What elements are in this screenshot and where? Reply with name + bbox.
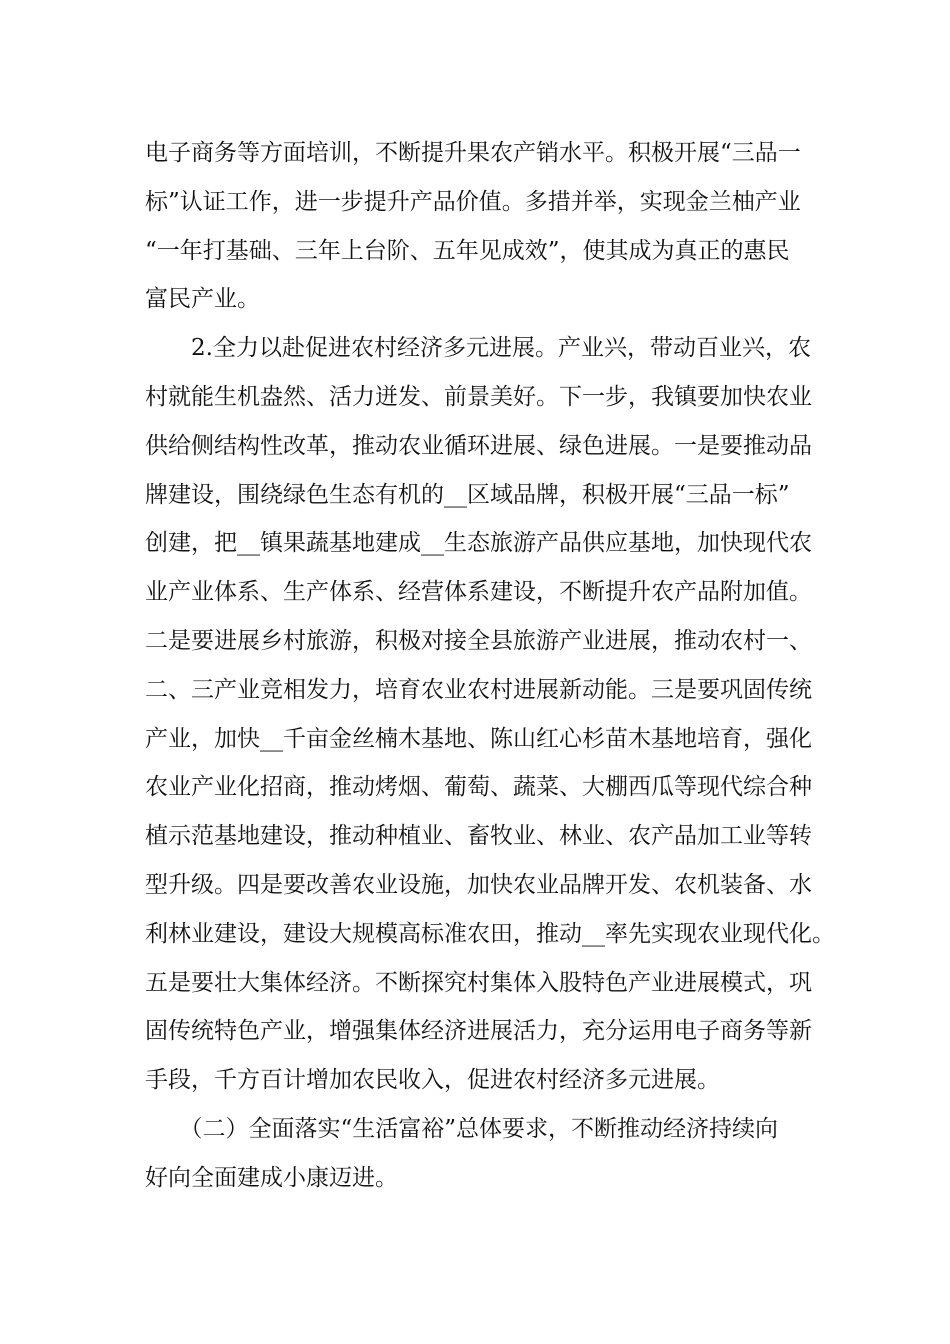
text-line: 标”认证工作，进一步提升产品价值。多措并举，实现金兰柚产业	[145, 188, 801, 215]
paragraph-2	[145, 324, 835, 1105]
paragraph-3	[145, 1105, 810, 1203]
text-line: 牌建设，围绕绿色生态有机的__区域品牌，积极开展“三品一标”	[145, 481, 790, 508]
text-line: 农业产业化招商，推动烤烟、葡萄、蔬菜、大棚西瓜等现代综合种	[145, 774, 812, 801]
text-line: 创建，把__镇果蔬基地建成__生态旅游产品供应基地，加快现代农	[145, 530, 812, 557]
text-line: “一年打基础、三年上台阶、五年见成效”，使其成为真正的惠民	[145, 237, 790, 264]
text-line: 村就能生机盎然、活力迸发、前景美好。下一步，我镇要加快农业	[145, 383, 812, 410]
text-line: 2.全力以赴促进农村经济多元进展。产业兴，带动百业兴，农	[145, 335, 811, 362]
text-line: 业产业体系、生产体系、经营体系建设，不断提升农产品附加值。	[145, 579, 812, 606]
text-line: 好向全面建成小康迈进。	[145, 1164, 398, 1191]
text-line: 电子商务等方面培训，不断提升果农产销水平。积极开展“三品一	[145, 140, 801, 166]
text-line: 型升级。四是要改善农业设施，加快农业品牌开发、农机装备、水	[145, 871, 812, 898]
text-line: （二）全面落实“生活富裕”总体要求，不断推动经济持续向	[145, 1115, 779, 1142]
text-line: 五是要壮大集体经济。不断探究村集体入股特色产业进展模式，巩	[145, 969, 812, 996]
text-line: 植示范基地建设，推动种植业、畜牧业、林业、农产品加工业等转	[145, 823, 812, 850]
text-line: 手段，千方百计增加农民收入，促进农村经济多元进展。	[145, 1067, 720, 1094]
text-line: 产业，加快__千亩金丝楠木基地、陈山红心杉苗木基地培育，强化	[145, 725, 812, 752]
text-line: 利林业建设，建设大规模高标准农田，推动__率先实现农业现代化。	[145, 920, 835, 947]
document-body	[145, 129, 835, 1203]
paragraph-1	[145, 129, 810, 324]
text-line: 二、三产业竞相发力，培育农业农村进展新动能。三是要巩固传统	[145, 676, 812, 703]
text-line: 二是要进展乡村旅游，积极对接全县旅游产业进展，推动农村一、	[145, 627, 812, 654]
text-line: 供给侧结构性改革，推动农业循环进展、绿色进展。一是要推动品	[145, 432, 812, 459]
text-line: 固传统特色产业，增强集体经济进展活力，充分运用电子商务等新	[145, 1018, 812, 1045]
text-line: 富民产业。	[145, 286, 260, 313]
